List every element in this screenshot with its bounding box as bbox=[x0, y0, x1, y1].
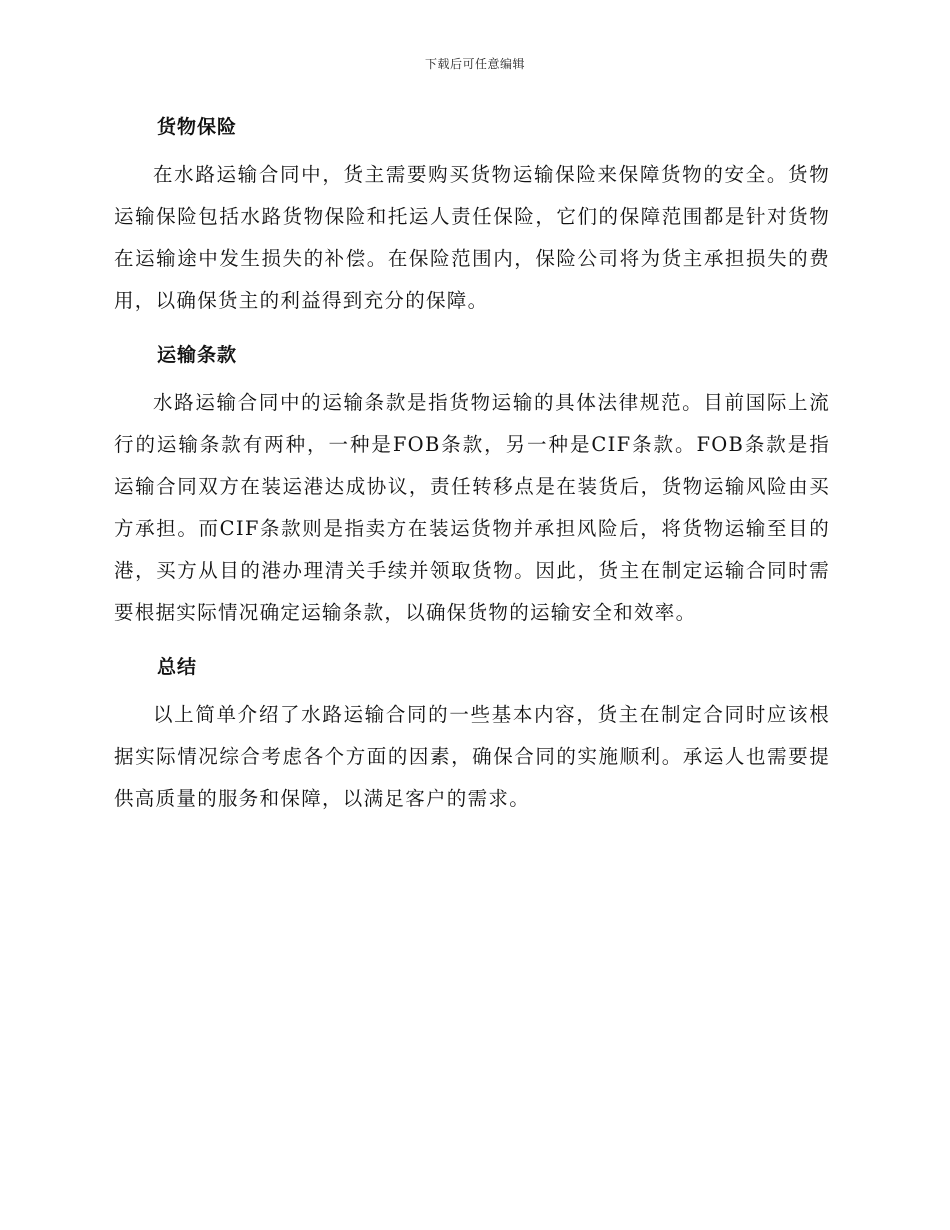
section-heading: 货物保险 bbox=[157, 116, 238, 138]
section-paragraph: 以上简单介绍了水路运输合同的一些基本内容，货主在制定合同时应该根据实际情况综合考虑各个方面的因素，确保合同的实施顺利。承运人也需要提供高质量的服务和保障，以满足客户的需求。 bbox=[114, 703, 830, 810]
section-paragraph: 在水路运输合同中，货主需要购买货物运输保险来保障货物的安全。货物运输保险包括水路货物保险和托运人责任保险，它们的保障范围都是针对货物在运输途中发生损失的补偿。在保险范围内，保险公司将为货主承担损失的费用，以确保货主的利益得到充分的保障。 bbox=[114, 163, 830, 312]
page-header-note: 下载后可任意编辑 bbox=[424, 57, 525, 71]
section-cargo-insurance bbox=[114, 110, 830, 322]
document-content bbox=[114, 110, 830, 836]
section-paragraph: 水路运输合同中的运输条款是指货物运输的具体法律规范。目前国际上流行的运输条款有两种，一种是FOB条款，另一种是CIF条款。FOB条款是指运输合同双方在装运港达成协议，责任转移点是在装货后，货物运输风险由买方承担。而CIF条款则是指卖方在装运货物并承担风险后，将货物运输至目的港，买方从目的港办理清关手续并领取货物。因此，货主在制定运输合同时需要根据实际情况确定运输条款，以确保货物的运输安全和效率。 bbox=[114, 391, 830, 624]
section-transport-terms bbox=[114, 338, 830, 634]
section-heading: 总结 bbox=[157, 656, 198, 678]
section-summary bbox=[114, 650, 830, 820]
section-heading: 运输条款 bbox=[157, 344, 238, 366]
